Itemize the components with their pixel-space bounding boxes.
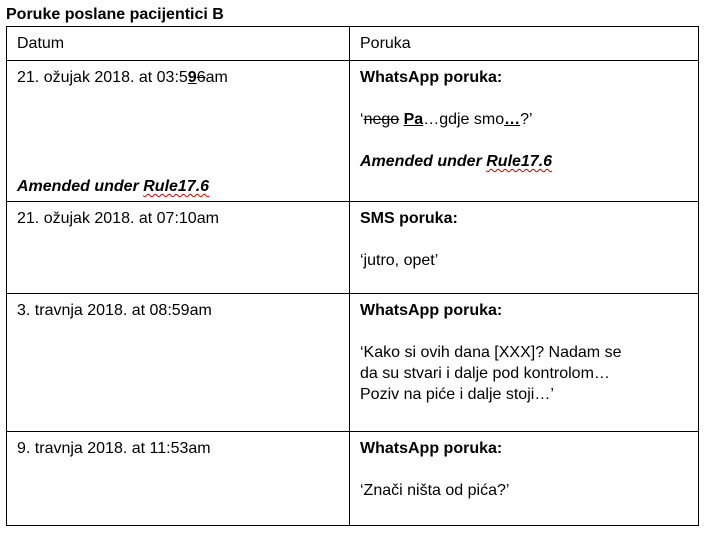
message-line: ‘Kako si ovih dana [XXX]? Nadam se xyxy=(360,344,622,361)
inserted-ellipsis: … xyxy=(504,111,521,128)
message-text: ‘nego Pa…gdje smo…?’ xyxy=(360,111,533,128)
amended-note: Amended under Rule17.6 xyxy=(17,178,210,195)
message-kind: WhatsApp poruka: xyxy=(360,69,503,86)
table-header-row xyxy=(7,27,699,61)
amended-rule: Rule17.6 xyxy=(143,178,210,195)
message-line: Poziv na piće i dalje stoji…’ xyxy=(360,386,554,403)
date-deleted-digit: 6 xyxy=(196,69,206,86)
date-text: 3. travnja 2018. at 08:59am xyxy=(17,302,212,319)
table-row xyxy=(7,294,699,432)
header-message xyxy=(350,27,699,61)
message-cell xyxy=(350,61,699,202)
table-row xyxy=(7,202,699,294)
message-text: ‘Znači ništa od pića?’ xyxy=(360,482,510,499)
date-cell xyxy=(7,432,350,526)
message-cell xyxy=(350,202,699,294)
messages-table xyxy=(6,26,699,526)
message-text xyxy=(360,342,688,405)
date-text: 9. travnja 2018. at 11:53am xyxy=(17,440,211,457)
table-row xyxy=(7,432,699,526)
document-title: Poruke poslane pacijentici B xyxy=(6,6,224,23)
message-kind: WhatsApp poruka: xyxy=(360,302,503,319)
inserted-text: Pa xyxy=(403,111,424,128)
date-cell xyxy=(7,294,350,432)
message-cell xyxy=(350,432,699,526)
deleted-text: nego xyxy=(363,111,400,128)
message-kind: WhatsApp poruka: xyxy=(360,440,503,457)
date-cell xyxy=(7,61,350,202)
date-text: 21. ožujak 2018. at 03:596am xyxy=(17,69,228,86)
header-message-label: Poruka xyxy=(360,35,411,52)
amended-note: Amended under Rule17.6 xyxy=(360,153,553,170)
message-cell xyxy=(350,294,699,432)
message-line: da su stvari i dalje pod kontrolom… xyxy=(360,365,610,382)
message-text: ‘jutro, opet’ xyxy=(360,252,439,269)
header-date-label: Datum xyxy=(17,35,65,52)
date-inserted-digit: 9 xyxy=(187,69,197,86)
header-date xyxy=(7,27,350,61)
date-text: 21. ožujak 2018. at 07:10am xyxy=(17,210,219,227)
table-row xyxy=(7,61,699,202)
date-cell xyxy=(7,202,350,294)
amended-rule: Rule17.6 xyxy=(486,153,553,170)
message-kind: SMS poruka: xyxy=(360,210,458,227)
